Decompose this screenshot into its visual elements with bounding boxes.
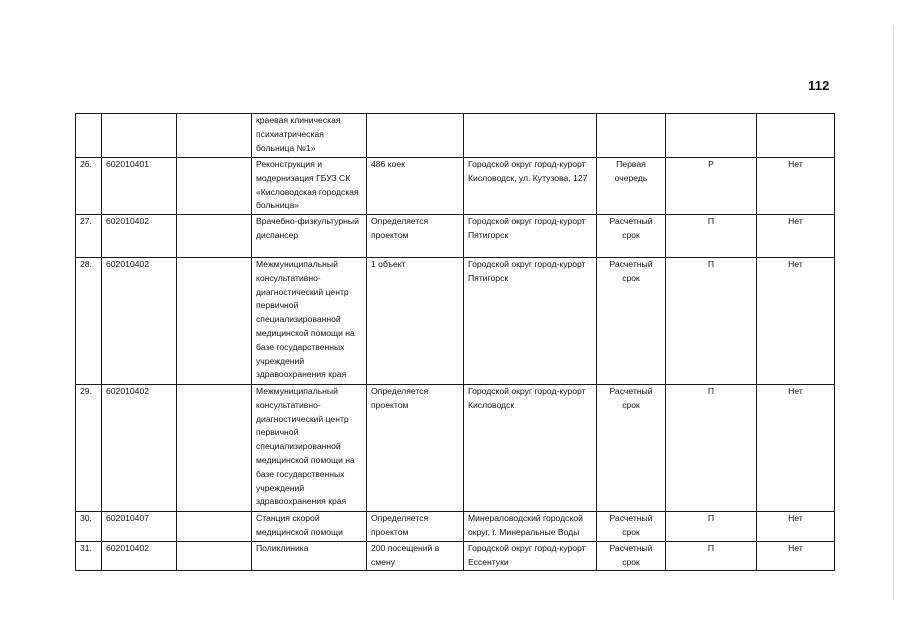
capacity-cell: 1 объект xyxy=(367,258,464,385)
table-row xyxy=(76,114,835,158)
table-row xyxy=(76,385,835,512)
facility-name-cell: Межмуниципальный консультативно-диагностический центр первичной специализированной медицинской помощи на базе государственных учреждений здравоохранения края xyxy=(252,258,367,385)
blank-cell xyxy=(177,512,252,542)
code-cell: 602010402 xyxy=(102,258,177,385)
row-number-cell: 30. xyxy=(76,512,102,542)
location-cell: Городской округ город-курорт Пятигорск xyxy=(464,215,597,258)
flag-cell: Нет xyxy=(757,542,835,571)
scan-edge-line xyxy=(893,25,894,600)
facility-name-cell: Поликлиника xyxy=(252,542,367,571)
term-cell: Первая очередь xyxy=(597,158,666,215)
capacity-cell: 486 коек xyxy=(367,158,464,215)
term-cell xyxy=(597,114,666,158)
flag-cell: Нет xyxy=(757,158,835,215)
table-row xyxy=(76,512,835,542)
code-cell: 602010402 xyxy=(102,542,177,571)
flag-cell: Нет xyxy=(757,215,835,258)
type-cell: П xyxy=(666,542,757,571)
row-number-cell: 26. xyxy=(76,158,102,215)
blank-cell xyxy=(177,114,252,158)
type-cell: П xyxy=(666,385,757,512)
table-row xyxy=(76,215,835,258)
table-row xyxy=(76,158,835,215)
code-cell xyxy=(102,114,177,158)
capacity-cell xyxy=(367,114,464,158)
flag-cell: Нет xyxy=(757,385,835,512)
location-cell: Городской округ город-курорт Кисловодск, ул. Кутузова, 127 xyxy=(464,158,597,215)
row-number-cell: 27. xyxy=(76,215,102,258)
location-cell: Минераловодский городской округ, г. Минеральные Воды xyxy=(464,512,597,542)
facility-name-cell: Врачебно-физкультурный диспансер xyxy=(252,215,367,258)
code-cell: 602010407 xyxy=(102,512,177,542)
facility-name-cell: Станция скорой медицинской помощи xyxy=(252,512,367,542)
type-cell: П xyxy=(666,215,757,258)
facility-name-cell: краевая клиническая психиатрическая больница №1» xyxy=(252,114,367,158)
term-cell: Расчетный срок xyxy=(597,542,666,571)
page-number: 112 xyxy=(808,78,830,93)
type-cell: Р xyxy=(666,158,757,215)
row-number-cell: 29. xyxy=(76,385,102,512)
type-cell: П xyxy=(666,258,757,385)
facility-name-cell: Реконструкция и модернизация ГБУЗ СК «Кисловодская городская больница» xyxy=(252,158,367,215)
type-cell xyxy=(666,114,757,158)
row-number-cell xyxy=(76,114,102,158)
code-cell: 602010402 xyxy=(102,385,177,512)
blank-cell xyxy=(177,158,252,215)
flag-cell xyxy=(757,114,835,158)
term-cell: Расчетный срок xyxy=(597,512,666,542)
facilities-table xyxy=(75,113,835,571)
flag-cell: Нет xyxy=(757,512,835,542)
location-cell xyxy=(464,114,597,158)
table-row xyxy=(76,258,835,385)
blank-cell xyxy=(177,385,252,512)
capacity-cell: Определяется проектом xyxy=(367,512,464,542)
code-cell: 602010402 xyxy=(102,215,177,258)
row-number-cell: 28. xyxy=(76,258,102,385)
term-cell: Расчетный срок xyxy=(597,215,666,258)
blank-cell xyxy=(177,258,252,385)
capacity-cell: 200 посещений в смену xyxy=(367,542,464,571)
type-cell: П xyxy=(666,512,757,542)
location-cell: Городской округ город-курорт Ессентуки xyxy=(464,542,597,571)
capacity-cell: Определяется проектом xyxy=(367,215,464,258)
location-cell: Городской округ город-курорт Кисловодск xyxy=(464,385,597,512)
location-cell: Городской округ город-курорт Пятигорск xyxy=(464,258,597,385)
code-cell: 602010401 xyxy=(102,158,177,215)
flag-cell: Нет xyxy=(757,258,835,385)
table-row xyxy=(76,542,835,571)
capacity-cell: Определяется проектом xyxy=(367,385,464,512)
facility-name-cell: Межмуниципальный консультативно-диагностический центр первичной специализированной медицинской помощи на базе государственных учреждений здравоохранения края xyxy=(252,385,367,512)
blank-cell xyxy=(177,215,252,258)
blank-cell xyxy=(177,542,252,571)
term-cell: Расчетный срок xyxy=(597,385,666,512)
row-number-cell: 31. xyxy=(76,542,102,571)
term-cell: Расчетный срок xyxy=(597,258,666,385)
